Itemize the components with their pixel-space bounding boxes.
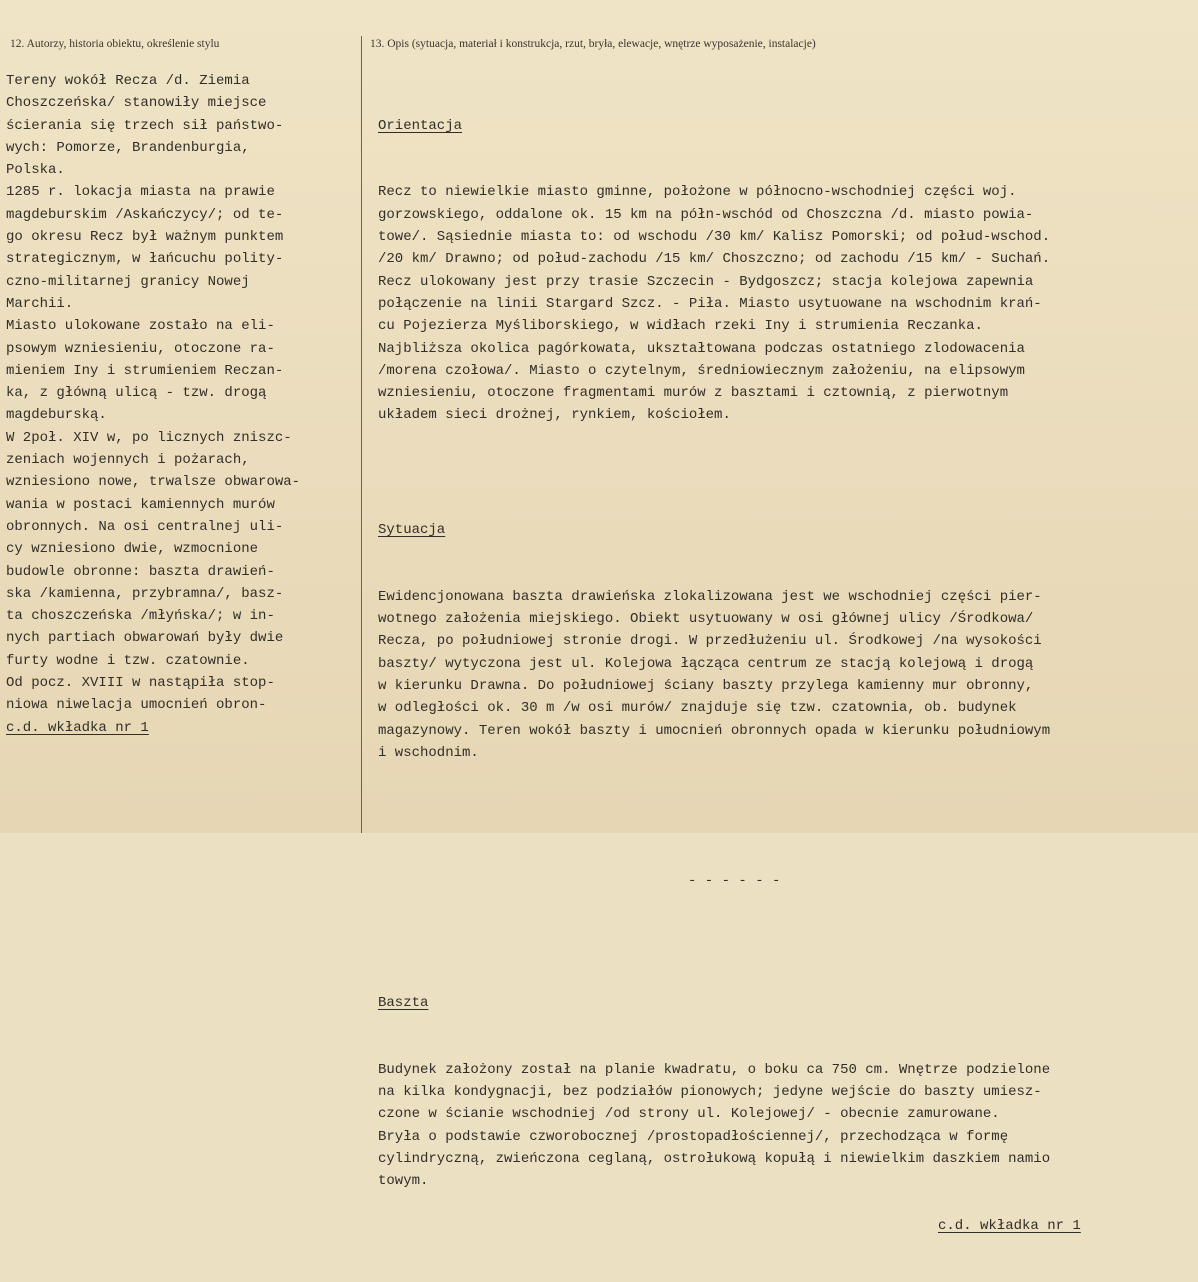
orientacja-text-line: połączenie na linii Stargard Szcz. - Piła. Miasto usytuowane na wschodnim krań- <box>378 295 1042 312</box>
history-text-line: wania w postaci kamiennych murów <box>6 496 275 513</box>
history-text-line: czno-militarnej granicy Nowej <box>6 273 250 290</box>
orientacja-text-line: wzniesieniu, otoczone fragmentami murów z basztami i cztownią, z pierwotnym <box>378 385 1009 402</box>
history-text-line: mieniem Iny i strumieniem Reczan- <box>6 362 284 379</box>
section-title-orientacja: Orientacja <box>378 117 463 134</box>
history-text-line: furty wodne i tzw. czatownie. <box>6 652 250 669</box>
column-divider <box>361 36 362 833</box>
sytuacja-text-line: Recza, po południowej stronie drogi. W przedłużeniu ul. Środkowej /na wysokości <box>378 633 1042 650</box>
history-text-line: ta choszczeńska /młyńska/; w in- <box>6 608 275 625</box>
history-text-line: wzniesiono nowe, trwalsze obwarowa- <box>6 474 301 491</box>
header-authors-history: 12. Autorzy, historia obiektu, określenie stylu <box>10 38 220 50</box>
history-text-line: magdeburską. <box>6 407 107 424</box>
orientacja-text-line: układem sieci drożnej, rynkiem, kościołem. <box>378 407 731 424</box>
history-text-line: go okresu Recz był ważnym punktem <box>6 229 284 246</box>
baszta-text-line: towym. <box>378 1173 429 1190</box>
history-text-line: cy wzniesiono dwie, wzmocnione <box>6 541 259 558</box>
baszta-text-line: Bryła o podstawie czworobocznej /prostopadłościennej/, przechodząca w formę <box>378 1128 1009 1145</box>
orientacja-text-line: /morena czołowa/. Miasto o czytelnym, średniowiecznym założeniu, na elipsowym <box>378 362 1025 379</box>
history-text-line: zeniach wojennych i pożarach, <box>6 452 250 469</box>
history-text-line: budowle obronne: baszta drawień- <box>6 563 275 580</box>
sytuacja-text-line: baszty/ wytyczona jest ul. Kolejowa łącząca centrum ze stacją kolejową i drogą <box>378 655 1034 672</box>
baszta-body <box>378 1059 1193 1193</box>
sytuacja-text-line: w kierunku Drawna. Do południowej ściany baszty przylega kamienny mur obronny, <box>378 678 1034 695</box>
baszta-text-line: na kilka kondygnacji, bez podziałów pionowych; jedyne wejście do baszty umiesz- <box>378 1084 1042 1101</box>
orientacja-text-line: /20 km/ Drawno; od połud-zachodu /15 km/ Choszczno; od zachodu /15 km/ - Suchań. <box>378 251 1051 268</box>
history-text-line: ska /kamienna, przybramna/, basz- <box>6 585 284 602</box>
history-text-line: Miasto ulokowane zostało na eli- <box>6 318 275 335</box>
sytuacja-text-line: Ewidencjonowana baszta drawieńska zlokalizowana jest we wschodniej części pier- <box>378 588 1042 605</box>
history-text-line: magdeburskim /Askańczycy/; od te- <box>6 206 284 223</box>
history-text-line: niowa niwelacja umocnień obron- <box>6 697 267 714</box>
baszta-text-line: Budynek założony został na planie kwadratu, o boku ca 750 cm. Wnętrze podzielone <box>378 1061 1051 1078</box>
sytuacja-body <box>378 586 1193 764</box>
history-text-line: strategicznym, w łańcuchu polity- <box>6 251 284 268</box>
orientacja-text-line: Recz to niewielkie miasto gminne, położone w północno-wschodniej części woj. <box>378 184 1017 201</box>
history-text-line: psowym wzniesieniu, otoczone ra- <box>6 340 275 357</box>
history-text-line: wych: Pomorze, Brandenburgia, <box>6 139 250 156</box>
section-title-sytuacja: Sytuacja <box>378 521 446 538</box>
history-text-line: W 2poł. XIV w, po licznych zniszc- <box>6 429 292 446</box>
orientacja-text-line: gorzowskiego, oddalone ok. 15 km na półn-wschód od Choszczna /d. miasto powia- <box>378 206 1034 223</box>
section-title-baszta: Baszta <box>378 994 429 1011</box>
orientacja-text-line: Najbliższa okolica pagórkowata, ukształtowana podczas ostatniego zlodowacenia <box>378 340 1025 357</box>
orientacja-body <box>378 181 1193 426</box>
description-text-column <box>378 70 1193 1282</box>
history-text-line: obronnych. Na osi centralnej uli- <box>6 518 284 535</box>
history-text-line: Marchii. <box>6 295 74 312</box>
history-text-line: Od pocz. XVIII w nastąpiła stop- <box>6 675 275 692</box>
history-text-column <box>6 70 356 739</box>
orientacja-text-line: cu Pojezierza Myśliborskiego, w widłach rzeki Iny i strumienia Reczanka. <box>378 318 983 335</box>
orientacja-text-line: Recz ulokowany jest przy trasie Szczecin - Bydgoszcz; stacja kolejowa zapewnia <box>378 273 1034 290</box>
section-separator: - - - - - - <box>688 873 781 890</box>
history-text-line: ścierania się trzech sił państwo- <box>6 117 284 134</box>
baszta-text-line: cylindryczną, zwieńczona ceglaną, ostrołukową kopułą i niewielkim daszkiem namio <box>378 1150 1051 1167</box>
baszta-text-line: czone w ścianie wschodniej /od strony ul. Kolejowej/ - obecnie zamurowane. <box>378 1106 1000 1123</box>
history-text-line: Choszczeńska/ stanowiły miejsce <box>6 95 267 112</box>
history-text-line: Polska. <box>6 162 65 179</box>
history-text-line: Tereny wokół Recza /d. Ziemia <box>6 73 250 89</box>
sytuacja-text-line: i wschodnim. <box>378 744 479 761</box>
sytuacja-text-line: magazynowy. Teren wokół baszty i umocnień obronnych opada w kierunku południowym <box>378 722 1051 739</box>
sytuacja-text-line: wotnego założenia miejskiego. Obiekt usytuowany w osi głównej ulicy /Środkowa/ <box>378 611 1034 628</box>
continuation-note-left: c.d. wkładka nr 1 <box>6 719 149 736</box>
spacer <box>378 471 1193 474</box>
header-description: 13. Opis (sytuacja, materiał i konstrukcja, rzut, bryła, elewacje, wnętrze wyposażenie, instalacje) <box>370 38 816 50</box>
history-text-line: 1285 r. lokacja miasta na prawie <box>6 184 275 201</box>
history-text-line: nych partiach obwarowań były dwie <box>6 630 284 647</box>
sytuacja-text-line: w odległości ok. 30 m /w osi murów/ znajduje się tzw. czatownia, ob. budynek <box>378 700 1017 717</box>
spacer <box>378 809 1193 826</box>
continuation-note-right: c.d. wkładka nr 1 <box>938 1217 1081 1234</box>
orientacja-text-line: towe/. Sąsiednie miasta to: od wschodu /30 km/ Kalisz Pomorski; od połud-wschod. <box>378 229 1051 246</box>
spacer <box>378 937 1193 947</box>
history-text-line: ka, z główną ulicą - tzw. drogą <box>6 385 267 402</box>
